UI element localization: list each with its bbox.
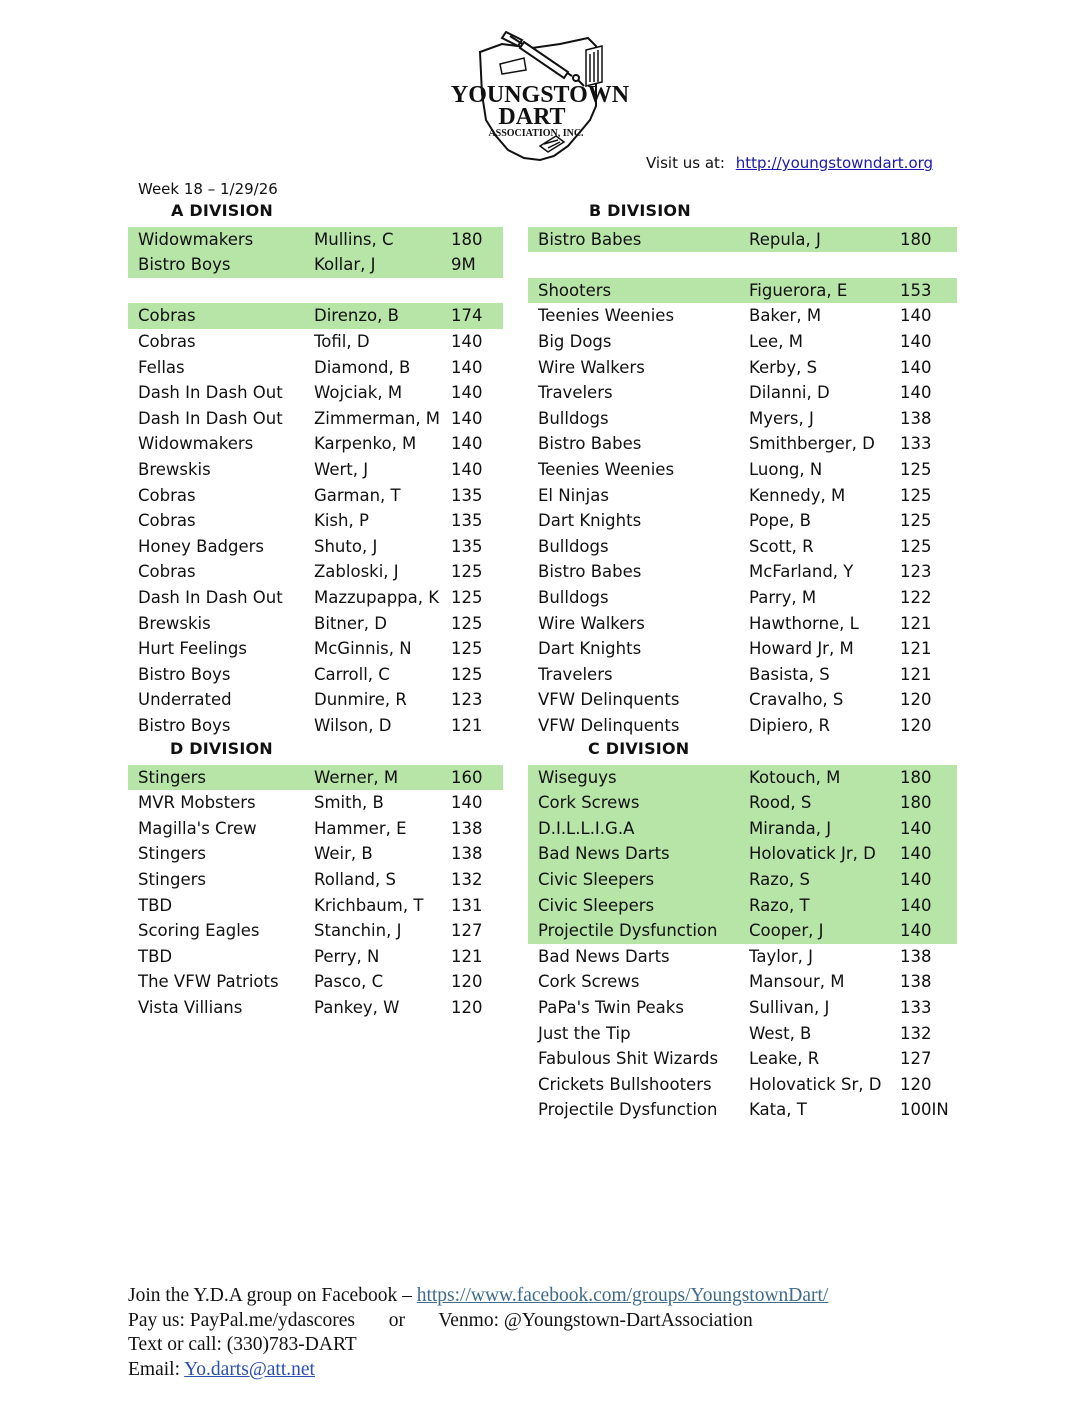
player-name: Kata, T	[749, 1100, 807, 1120]
score-row	[128, 995, 503, 1021]
team-name: Cobras	[138, 562, 196, 582]
score-value: 140	[900, 357, 932, 377]
team-name: Wiseguys	[538, 767, 617, 787]
player-name: Holovatick Jr, D	[749, 844, 876, 864]
team-name: Bistro Boys	[138, 255, 231, 275]
team-name: Stingers	[138, 767, 206, 787]
logo-line1: YOUNGSTOWN	[450, 82, 630, 108]
score-row	[128, 303, 503, 329]
team-name: Bulldogs	[538, 536, 609, 556]
team-name: Bulldogs	[538, 587, 609, 607]
team-name: Widowmakers	[138, 229, 254, 249]
player-name: Basista, S	[749, 664, 830, 684]
player-name: Lee, M	[749, 331, 803, 351]
score-row	[528, 636, 957, 662]
score-value: 132	[451, 869, 483, 889]
team-name: Teenies Weenies	[538, 306, 675, 326]
player-name: Pope, B	[749, 511, 811, 531]
score-row	[128, 765, 503, 791]
player-name: Mansour, M	[749, 972, 845, 992]
score-row	[128, 431, 503, 457]
player-name: Smithberger, D	[749, 434, 875, 454]
pay-label: Pay us:	[128, 1309, 185, 1331]
score-row	[528, 841, 957, 867]
player-name: Baker, M	[749, 306, 822, 326]
score-row	[528, 867, 957, 893]
player-name: Repula, J	[749, 229, 821, 249]
score-value: 122	[900, 587, 932, 607]
team-name: Civic Sleepers	[538, 895, 655, 915]
visit-label: Visit us at:	[646, 154, 725, 172]
team-name: Stingers	[138, 869, 206, 889]
or-text: or	[388, 1309, 405, 1331]
score-value: 138	[451, 818, 483, 838]
team-name: Bistro Babes	[538, 229, 642, 249]
player-name: Direnzo, B	[314, 306, 399, 326]
player-name: Cooper, J	[749, 921, 824, 941]
score-row	[128, 252, 503, 278]
player-name: Razo, S	[749, 869, 810, 889]
player-name: Diamond, B	[314, 357, 411, 377]
player-name: Figuerora, E	[749, 280, 848, 300]
score-value: 135	[451, 511, 483, 531]
team-name: Dash In Dash Out	[138, 383, 283, 403]
score-row	[128, 893, 503, 919]
score-value: 138	[451, 844, 483, 864]
score-value: 140	[451, 459, 483, 479]
score-row	[128, 508, 503, 534]
website-link[interactable]: http://youngstowndart.org	[735, 154, 934, 172]
score-value: 140	[451, 331, 483, 351]
team-name: VFW Delinquents	[538, 715, 680, 735]
player-name: Kotouch, M	[749, 767, 841, 787]
player-name: Leake, R	[749, 1049, 820, 1069]
score-value: 133	[900, 434, 932, 454]
team-name: Dart Knights	[538, 511, 642, 531]
score-row	[528, 508, 957, 534]
team-name: Cobras	[138, 306, 196, 326]
score-row	[128, 918, 503, 944]
team-name: MVR Mobsters	[138, 793, 256, 813]
score-value: 125	[900, 536, 932, 556]
score-value: 123	[451, 690, 483, 710]
player-name: Carroll, C	[314, 664, 390, 684]
score-row	[528, 380, 957, 406]
player-name: Myers, J	[749, 408, 814, 428]
player-name: Mullins, C	[314, 229, 394, 249]
score-row	[528, 1097, 957, 1123]
score-value: 121	[900, 613, 932, 633]
player-name: McGinnis, N	[314, 639, 412, 659]
team-name: Bistro Babes	[538, 434, 642, 454]
score-row	[528, 662, 957, 688]
paypal-handle: PayPal.me/ydascores	[189, 1309, 355, 1331]
team-name: Fabulous Shit Wizards	[538, 1049, 719, 1069]
team-name: VFW Delinquents	[538, 690, 680, 710]
score-value: 140	[451, 383, 483, 403]
team-name: Projectile Dysfunction	[538, 921, 718, 941]
score-row	[528, 611, 957, 637]
team-name: El Ninjas	[538, 485, 609, 505]
team-name: Bistro Boys	[138, 715, 231, 735]
score-value: 160	[451, 767, 483, 787]
score-value: 127	[451, 921, 483, 941]
score-value: 121	[451, 715, 483, 735]
b-division-title: B DIVISION	[589, 201, 691, 220]
score-row	[128, 687, 503, 713]
score-row	[528, 790, 957, 816]
contact-footer	[128, 1284, 828, 1382]
player-name: Garman, T	[314, 485, 401, 505]
score-row	[128, 355, 503, 381]
score-row	[128, 483, 503, 509]
team-name: Brewskis	[138, 613, 211, 633]
score-value: 140	[451, 357, 483, 377]
team-name: Wire Walkers	[538, 613, 645, 633]
team-name: Cobras	[138, 511, 196, 531]
team-name: Bad News Darts	[538, 946, 670, 966]
score-value: 180	[900, 767, 932, 787]
c-division-rows	[528, 765, 957, 1123]
team-name: Civic Sleepers	[538, 869, 655, 889]
team-name: Cobras	[138, 331, 196, 351]
team-name: Crickets Bullshooters	[538, 1074, 712, 1094]
player-name: Karpenko, M	[314, 434, 417, 454]
score-row	[128, 559, 503, 585]
team-name: Brewskis	[138, 459, 211, 479]
score-row	[528, 303, 957, 329]
score-value: 125	[451, 639, 483, 659]
score-row	[528, 406, 957, 432]
team-name: Travelers	[538, 664, 613, 684]
score-row	[128, 380, 503, 406]
score-row	[528, 713, 957, 739]
c-division-title: C DIVISION	[588, 739, 690, 758]
player-name: McFarland, Y	[749, 562, 854, 582]
team-name: Teenies Weenies	[538, 459, 675, 479]
team-name: Dash In Dash Out	[138, 408, 283, 428]
player-name: Dilanni, D	[749, 383, 830, 403]
player-name: Kennedy, M	[749, 485, 846, 505]
score-value: 140	[451, 408, 483, 428]
player-name: Kish, P	[314, 511, 369, 531]
player-name: West, B	[749, 1023, 812, 1043]
player-name: Pasco, C	[314, 972, 384, 992]
logo-line3: ASSOCIATION, INC.	[488, 128, 584, 139]
team-name: TBD	[138, 946, 173, 966]
score-row	[528, 816, 957, 842]
score-row	[128, 534, 503, 560]
score-value: 123	[900, 562, 932, 582]
score-value: 131	[451, 895, 483, 915]
score-value: 125	[451, 562, 483, 582]
score-value: 120	[451, 997, 483, 1017]
a-division-title: A DIVISION	[171, 201, 273, 220]
score-value: 125	[451, 613, 483, 633]
team-name: Magilla's Crew	[138, 818, 257, 838]
score-row	[128, 841, 503, 867]
score-row	[528, 483, 957, 509]
player-name: Parry, M	[749, 587, 817, 607]
score-value: 125	[451, 587, 483, 607]
score-row	[528, 278, 957, 304]
team-name: Bulldogs	[538, 408, 609, 428]
player-name: Kerby, S	[749, 357, 818, 377]
player-name: Holovatick Sr, D	[749, 1074, 882, 1094]
b-division-rows	[528, 227, 957, 739]
association-logo	[440, 24, 640, 170]
team-name: Just the Tip	[538, 1023, 631, 1043]
score-row	[128, 329, 503, 355]
player-name: Mazzupappa, K	[314, 587, 440, 607]
d-division-title: D DIVISION	[170, 739, 273, 758]
player-name: Dipiero, R	[749, 715, 830, 735]
team-name: Bistro Boys	[138, 664, 231, 684]
team-name: Fellas	[138, 357, 185, 377]
score-value: 174	[451, 306, 483, 326]
team-name: Bad News Darts	[538, 844, 670, 864]
score-row	[128, 227, 503, 253]
phone-line: Text or call: (330)783-DART	[128, 1334, 357, 1356]
score-row	[128, 457, 503, 483]
player-name: Bitner, D	[314, 613, 387, 633]
score-value: 9M	[451, 255, 476, 275]
score-value: 135	[451, 536, 483, 556]
score-value: 121	[900, 639, 932, 659]
player-name: Howard Jr, M	[749, 639, 854, 659]
week-label: Week 18 – 1/29/26	[138, 180, 278, 198]
facebook-text: Join the Y.D.A group on Facebook –	[128, 1285, 412, 1306]
score-value: 140	[900, 895, 932, 915]
player-name: Zabloski, J	[314, 562, 399, 582]
player-name: Sullivan, J	[749, 997, 830, 1017]
score-row	[128, 406, 503, 432]
score-row	[528, 457, 957, 483]
score-row	[528, 1072, 957, 1098]
payment-line	[128, 1309, 828, 1334]
score-value: 132	[900, 1023, 932, 1043]
team-name: Vista Villians	[138, 997, 243, 1017]
score-row	[528, 329, 957, 355]
score-row	[528, 918, 957, 944]
player-name: Rolland, S	[314, 869, 396, 889]
score-row	[528, 431, 957, 457]
team-name: Dash In Dash Out	[138, 587, 283, 607]
spacer-row	[528, 252, 957, 278]
team-name: Dart Knights	[538, 639, 642, 659]
venmo-handle: Venmo: @Youngstown-DartAssociation	[438, 1309, 753, 1331]
team-name: D.I.L.L.I.G.A	[538, 818, 635, 838]
team-name: TBD	[138, 895, 173, 915]
d-division-rows	[128, 765, 503, 1021]
score-row	[528, 969, 957, 995]
team-name: The VFW Patriots	[138, 972, 279, 992]
score-row	[128, 969, 503, 995]
score-value: 100IN	[900, 1100, 949, 1120]
player-name: Wert, J	[314, 459, 369, 479]
score-row	[528, 534, 957, 560]
player-name: Wojciak, M	[314, 383, 403, 403]
player-name: Krichbaum, T	[314, 895, 424, 915]
team-name: Wire Walkers	[538, 357, 645, 377]
player-name: Pankey, W	[314, 997, 400, 1017]
facebook-link[interactable]: https://www.facebook.com/groups/YoungstownDart/	[416, 1285, 829, 1306]
score-value: 140	[900, 383, 932, 403]
score-row	[128, 585, 503, 611]
score-row	[128, 944, 503, 970]
player-name: Razo, T	[749, 895, 810, 915]
score-value: 121	[451, 946, 483, 966]
score-value: 125	[900, 459, 932, 479]
score-value: 135	[451, 485, 483, 505]
email-label: Email:	[128, 1358, 180, 1380]
a-division-rows	[128, 227, 503, 739]
team-name: Honey Badgers	[138, 536, 265, 556]
score-row	[128, 713, 503, 739]
logo-line2: DART	[498, 104, 566, 130]
player-name: Dunmire, R	[314, 690, 407, 710]
player-name: Scott, R	[749, 536, 814, 556]
score-row	[528, 559, 957, 585]
facebook-line	[128, 1284, 828, 1309]
team-name: Shooters	[538, 280, 612, 300]
score-value: 140	[451, 434, 483, 454]
score-value: 138	[900, 408, 932, 428]
team-name: Cork Screws	[538, 972, 640, 992]
player-name: Luong, N	[749, 459, 823, 479]
team-name: Projectile Dysfunction	[538, 1100, 718, 1120]
score-row	[528, 1021, 957, 1047]
player-name: Tofil, D	[314, 331, 370, 351]
score-row	[128, 867, 503, 893]
score-row	[128, 662, 503, 688]
player-name: Zimmerman, M	[314, 408, 441, 428]
player-name: Shuto, J	[314, 536, 378, 556]
visit-us-line	[646, 154, 933, 172]
score-row	[528, 893, 957, 919]
score-row	[128, 816, 503, 842]
score-value: 138	[900, 972, 932, 992]
team-name: PaPa's Twin Peaks	[538, 997, 684, 1017]
score-value: 140	[900, 818, 932, 838]
score-row	[528, 1046, 957, 1072]
score-value: 180	[451, 229, 483, 249]
score-row	[528, 585, 957, 611]
player-name: Kollar, J	[314, 255, 376, 275]
score-value: 140	[900, 921, 932, 941]
score-value: 180	[900, 793, 932, 813]
score-value: 120	[900, 715, 932, 735]
score-value: 120	[451, 972, 483, 992]
player-name: Rood, S	[749, 793, 812, 813]
score-row	[128, 790, 503, 816]
ohio-dart-logo-graphic	[440, 24, 640, 170]
score-row	[528, 995, 957, 1021]
score-value: 125	[900, 511, 932, 531]
score-value: 180	[900, 229, 932, 249]
score-value: 125	[900, 485, 932, 505]
score-row	[528, 355, 957, 381]
score-row	[528, 227, 957, 253]
team-name: Cork Screws	[538, 793, 640, 813]
score-value: 133	[900, 997, 932, 1017]
score-value: 120	[900, 1074, 932, 1094]
score-value: 140	[900, 844, 932, 864]
player-name: Smith, B	[314, 793, 384, 813]
score-value: 138	[900, 946, 932, 966]
team-name: Cobras	[138, 485, 196, 505]
score-row	[128, 611, 503, 637]
score-row	[128, 636, 503, 662]
player-name: Taylor, J	[749, 946, 814, 966]
player-name: Wilson, D	[314, 715, 392, 735]
email-link[interactable]: Yo.darts@att.net	[184, 1358, 315, 1380]
score-row	[528, 944, 957, 970]
team-name: Widowmakers	[138, 434, 254, 454]
team-name: Bistro Babes	[538, 562, 642, 582]
team-name: Underrated	[138, 690, 232, 710]
score-value: 140	[900, 306, 932, 326]
score-value: 125	[451, 664, 483, 684]
team-name: Big Dogs	[538, 331, 612, 351]
team-name: Travelers	[538, 383, 613, 403]
score-value: 127	[900, 1049, 932, 1069]
player-name: Hawthorne, L	[749, 613, 859, 633]
score-row	[528, 765, 957, 791]
team-name: Hurt Feelings	[138, 639, 247, 659]
score-value: 140	[451, 793, 483, 813]
score-value: 120	[900, 690, 932, 710]
player-name: Hammer, E	[314, 818, 407, 838]
team-name: Stingers	[138, 844, 206, 864]
player-name: Cravalho, S	[749, 690, 844, 710]
player-name: Perry, N	[314, 946, 380, 966]
player-name: Weir, B	[314, 844, 373, 864]
team-name: Scoring Eagles	[138, 921, 260, 941]
score-row	[528, 687, 957, 713]
email-line	[128, 1358, 828, 1383]
player-name: Stanchin, J	[314, 921, 402, 941]
score-value: 153	[900, 280, 932, 300]
player-name: Miranda, J	[749, 818, 832, 838]
score-value: 140	[900, 331, 932, 351]
player-name: Werner, M	[314, 767, 399, 787]
spacer-row	[128, 278, 503, 304]
score-value: 121	[900, 664, 932, 684]
score-value: 140	[900, 869, 932, 889]
